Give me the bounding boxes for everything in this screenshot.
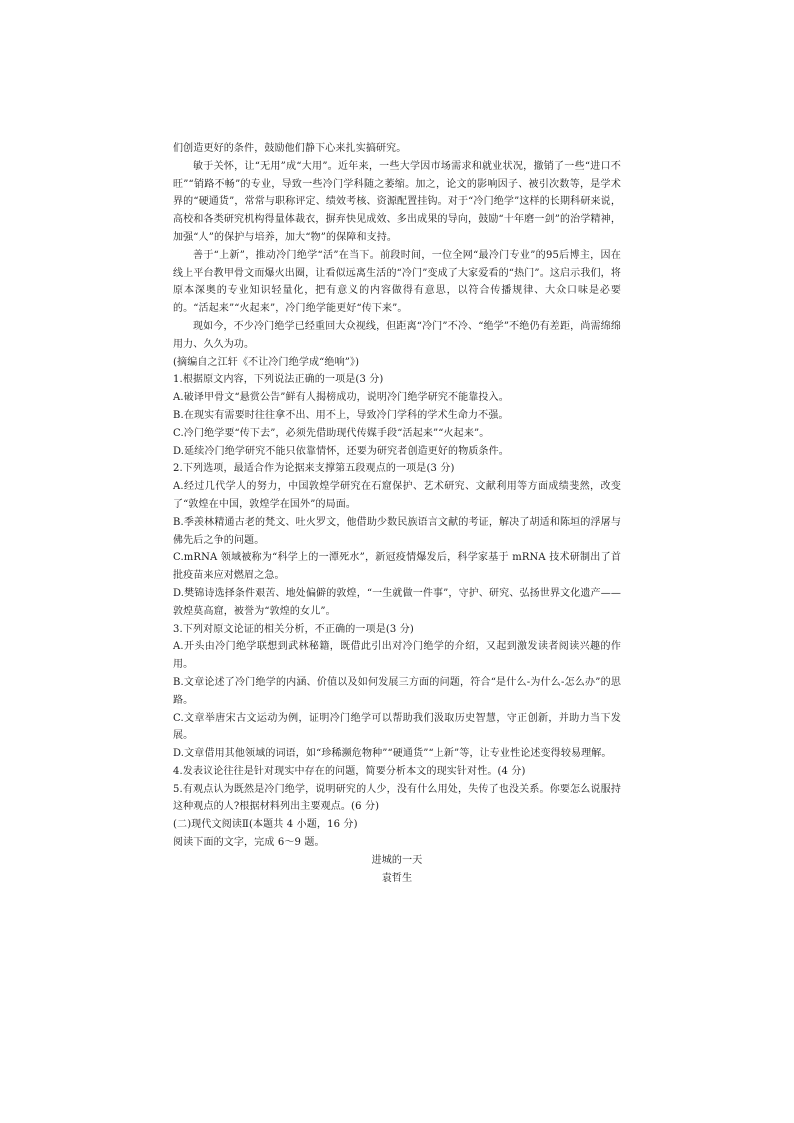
option-b: B.在现实有需要时往往拿不出、用不上，导致冷门学科的学术生命力不强。: [173, 409, 509, 421]
passage-paragraph-4: 现如今，不少冷门绝学已经重回大众视线，但距离“冷门”不冷、“绝学”不绝仍有差距，尚需绵绵用力、久久为功。: [173, 320, 621, 350]
option-d: D.文章借用其他领域的词语，如“珍稀濒危物种”“硬通货”“上新”等，让专业性论述变得较易理解。: [173, 748, 612, 760]
option-a: A.开头由冷门绝学联想到武林秘籍，既借此引出对冷门绝学的介绍，又起到激发读者阅读兴趣的作用。: [173, 641, 621, 671]
question-stem: 1.根据原文内容，下列说法正确的一项是(3 分): [173, 374, 384, 386]
question-5: 5.有观点认为既然是冷门绝学，说明研究的人少，没有什么用处，失传了也没关系。你要怎么说服持这种观点的人?根据材料列出主要观点。(6 分): [173, 783, 621, 813]
question-3: [173, 621, 621, 763]
passage-paragraph-2: 敏于关怀，让“无用”成“大用”。近年来，一些大学因市场需求和就业状况，撤销了一些“进口不旺”“销路不畅”的专业，导致一些冷门学科随之萎缩。加之，论文的影响因子、被引次数等，是学术界的“硬通货”，常常与职称评定、绩效考核、资源配置挂钩。对于“冷门绝学”这样的长期科研来说，高校和各类研究机构得量体裁衣，摒弃快见成效、多出成果的导向，鼓励“十年磨一剑”的治学精神，加强“人”的保护与培养，加大“物”的保障和支持。: [173, 160, 621, 243]
exam-page: [173, 140, 621, 887]
option-b: B.文章论述了冷门绝学的内涵、价值以及如何发展三方面的问题，符合“是什么-为什么-怎么办”的思路。: [173, 676, 621, 706]
option-d: D.延续冷门绝学研究不能只依靠情怀，还要为研究者创造更好的物质条件。: [173, 445, 509, 457]
question-stem: 2.下列选项，最适合作为论据来支撑第五段观点的一项是(3 分): [173, 463, 455, 475]
section-heading: (二)现代文阅读Ⅱ(本题共 4 小题，16 分): [173, 819, 358, 831]
option-a: A.经过几代学人的努力，中国敦煌学研究在石窟保护、艺术研究、文献利用等方面成绩斐然，改变了“敦煌在中国，敦煌学在国外”的局面。: [173, 481, 621, 510]
option-b: B.季羡林精通古老的梵文、吐火罗文，他借助少数民族语言文献的考证，解决了胡适和陈垣的浮屠与佛先后之争的问题。: [173, 516, 621, 546]
question-1: [173, 371, 621, 460]
option-c: C.mRNA 领域被称为“科学上的一潭死水”，新冠疫情爆发后，科学家基于 mRNA 技术研制出了首批疫苗来应对燃眉之急。: [173, 552, 621, 582]
question-4: 4.发表议论往往是针对现实中存在的问题，简要分析本文的现实针对性。(4 分): [173, 765, 526, 777]
story-author: 袁哲生: [381, 872, 413, 884]
option-c: C.冷门绝学要“传下去”，必须先借助现代传媒手段“活起来”“火起来”。: [173, 427, 490, 439]
option-a: A.破译甲骨文“悬赏公告”鲜有人揭榜成功，说明冷门绝学研究不能靠投入。: [173, 392, 509, 404]
passage-paragraph-1: 们创造更好的条件，鼓励他们静下心来扎实搞研究。: [173, 143, 407, 154]
option-d: D.樊锦诗选择条件艰苦、地处偏僻的敦煌，“一生就做一件事”，守护、研究、弘扬世界文化遗产——敦煌莫高窟，被誉为“敦煌的女儿”。: [173, 587, 621, 617]
passage-paragraph-3: 善于“上新”，推动冷门绝学“活”在当下。前段时间，一位全网“最冷门专业”的95后博主，因在线上平台教甲骨文而爆火出圈，让看似远离生活的“冷门”变成了大家爱看的“热门”。这启示我们，将原本深奥的专业知识轻量化，把有意义的内容做得有意思，以符合传播规律、大众口味是必要的。“活起来”“火起来”，冷门绝学能更好“传下来”。: [173, 249, 621, 315]
question-stem: 3.下列对原文论证的相关分析，不正确的一项是(3 分): [173, 623, 414, 635]
section-instruction: 阅读下面的文字，完成 6～9 题。: [173, 837, 325, 849]
story-title: 进城的一天: [371, 854, 423, 866]
option-c: C.文章举唐宋古文运动为例，证明冷门绝学可以帮助我们汲取历史智慧，守正创新，并助力当下发展。: [173, 712, 621, 742]
question-2: [173, 460, 621, 620]
passage-source: (摘编自之江轩《不让冷门绝学成“绝响”》): [173, 356, 360, 368]
